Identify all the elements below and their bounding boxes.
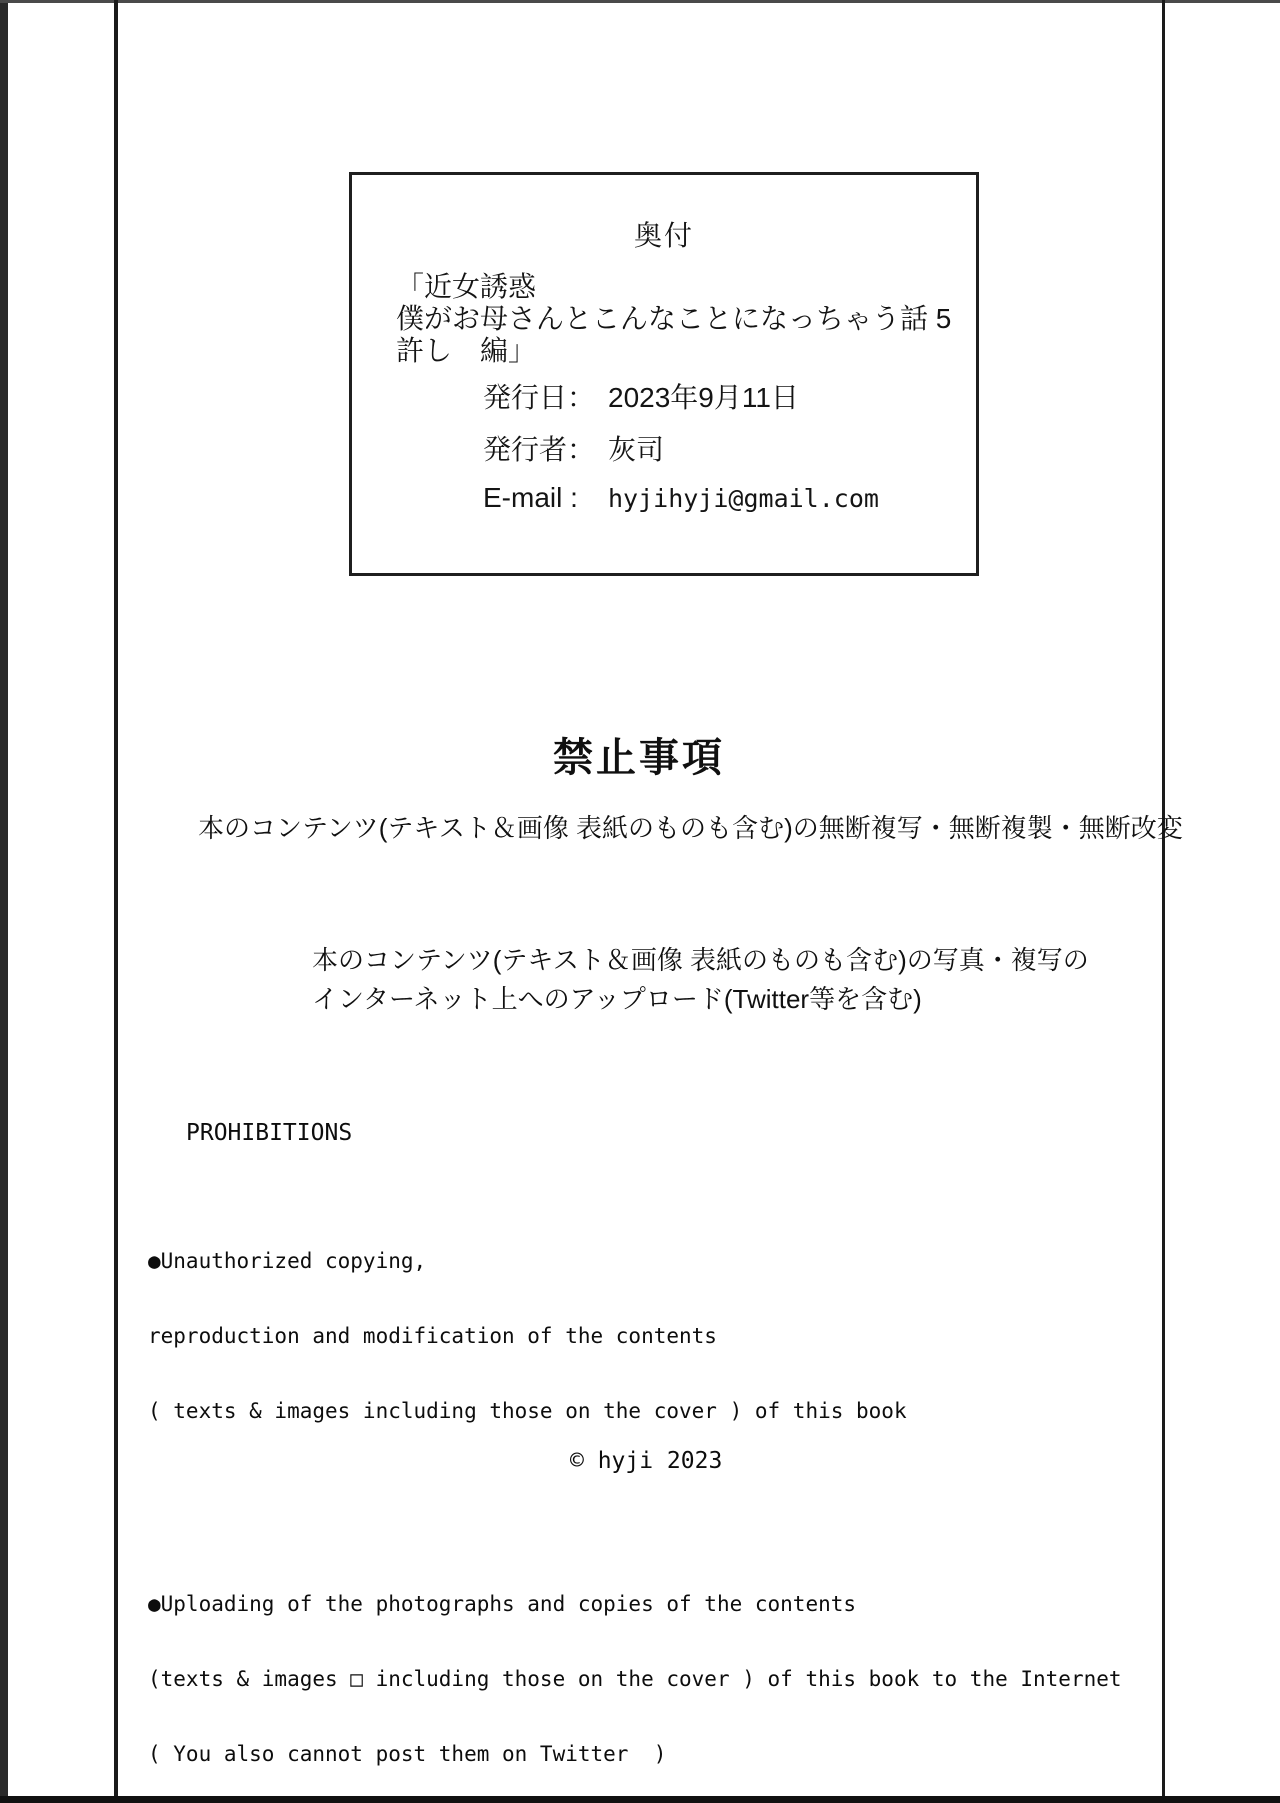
en-bullet2-line-2: (texts & images □ including those on the cover ) of this book to the Internet <box>148 1667 1122 1691</box>
en-bullet2-line-3: ( You also cannot post them on Twitter ) <box>148 1742 667 1766</box>
top-border-line <box>0 0 1280 3</box>
book-title-line-2: 僕がお母さんとこんなことになっちゃう話 5 <box>396 303 952 334</box>
copyright-text: © hyji 2023 <box>570 1448 723 1474</box>
email-value: hyjihyji@gmail.com <box>608 484 879 513</box>
prohibition-jp-paragraph-2-line-2: インターネット上へのアップロード(Twitter等を含む) <box>312 984 922 1014</box>
prohibitions-jp-heading: 禁止事項 <box>553 736 725 780</box>
en-bullet1-line-3: ( texts & images including those on the cover ) of this book <box>148 1399 907 1423</box>
colophon-heading: 奥付 <box>633 220 694 251</box>
left-border-line <box>114 0 118 1803</box>
prohibition-jp-paragraph-2 <box>312 941 1089 1019</box>
book-title-line-1: 「近女誘惑 <box>396 271 537 302</box>
en-bullet1-line-2: reproduction and modification of the contents <box>148 1324 717 1348</box>
prohibitions-en-heading: PROHIBITIONS <box>186 1120 353 1146</box>
en-bullet1-line-1: ●Unauthorized copying, <box>148 1249 427 1273</box>
book-title <box>396 271 951 367</box>
email-row <box>352 482 976 512</box>
page-right-edge-band <box>0 0 8 1803</box>
publisher-value: 灰司 <box>608 434 665 465</box>
colophon-box <box>349 172 979 576</box>
publication-date-label: 発行日： <box>483 382 596 413</box>
book-title-line-3: 許し 編」 <box>396 335 537 366</box>
prohibitions-en-block <box>148 1072 1122 1803</box>
email-label: E-mail : <box>483 482 578 513</box>
prohibition-jp-paragraph-2-line-1: 本のコンテンツ(テキスト＆画像 表紙のものも含む)の写真・複写の <box>312 945 1089 975</box>
prohibition-jp-paragraph-1: 本のコンテンツ(テキスト＆画像 表紙のものも含む)の無断複写・無断複製・無断改変 <box>198 813 1183 843</box>
right-border-line <box>1162 0 1165 1803</box>
publication-date-row <box>352 376 976 413</box>
en-paragraph-gap <box>148 1497 1122 1519</box>
en-bullet2-line-1: ●Uploading of the photographs and copies of the contents <box>148 1592 857 1616</box>
publisher-row <box>352 428 976 465</box>
publication-date-value: 2023年9月11日 <box>608 382 799 413</box>
publisher-label: 発行者： <box>483 434 596 465</box>
